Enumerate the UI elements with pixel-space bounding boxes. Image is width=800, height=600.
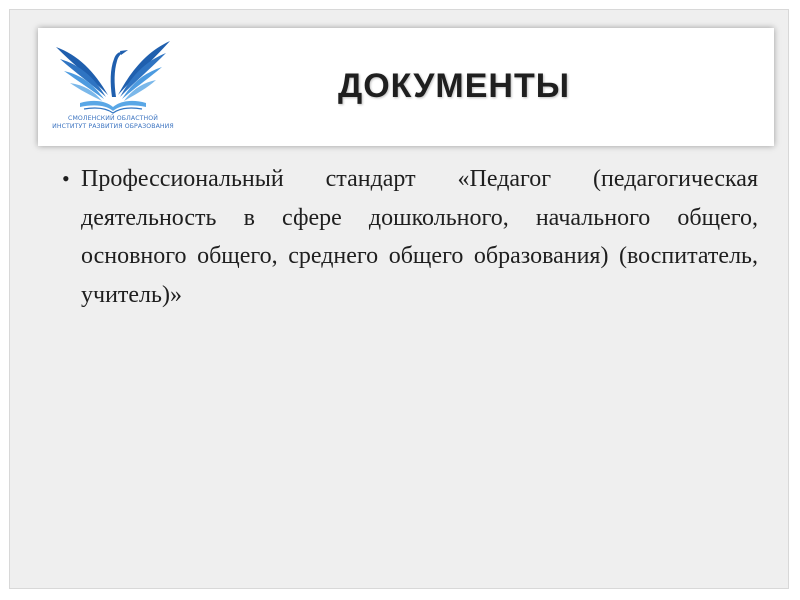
slide-content (62, 160, 758, 314)
header-band (38, 28, 774, 146)
bullet-text: Профессиональный стандарт «Педагог (педагогическая деятельность в сфере дошкольного, начального общего, основного общего, среднего общего образования) (воспитатель, учитель)» (81, 166, 758, 308)
logo-caption-line-1: СМОЛЕНСКИЙ ОБЛАСТНОЙ (68, 115, 158, 122)
slide-title: ДОКУМЕНТЫ (338, 67, 571, 105)
phoenix-book-logo-icon (50, 33, 176, 115)
institute-logo (50, 33, 176, 141)
bullet-item (62, 160, 758, 314)
logo-caption-line-2: ИНСТИТУТ РАЗВИТИЯ ОБРАЗОВАНИЯ (52, 122, 174, 130)
bullet-marker: • (62, 166, 70, 191)
slide (9, 9, 789, 589)
logo-caption (50, 115, 176, 130)
